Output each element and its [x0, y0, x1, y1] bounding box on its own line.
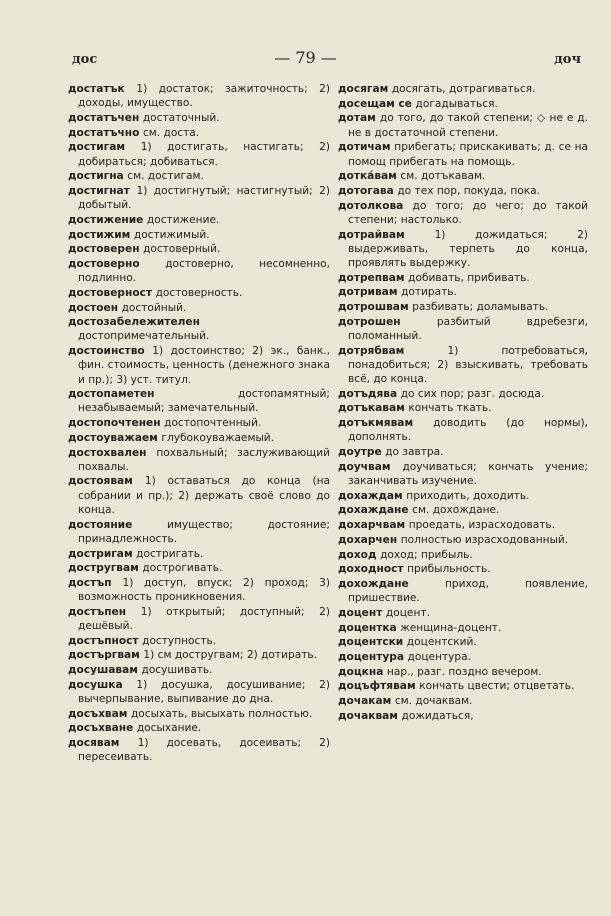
dictionary-entry: [68, 736, 330, 764]
headword: досявам: [68, 737, 120, 750]
dictionary-entry: [338, 621, 588, 635]
right-column: [338, 82, 588, 723]
headword: дотрябвам: [338, 344, 405, 357]
dictionary-entry: [68, 82, 330, 110]
dictionary-entry: [68, 518, 330, 546]
headword: достоверен: [68, 243, 140, 256]
headword: досушавам: [68, 664, 138, 677]
definition: 1) оставаться до конца (на собрании и пр.); 2) держать своё слово до конца.: [78, 475, 330, 516]
dictionary-entry: [68, 561, 330, 575]
header-right-guideword: доч: [554, 52, 581, 67]
dictionary-entry: [338, 97, 588, 111]
definition: дожидаться,: [401, 709, 474, 722]
definition: прибегать; прискакивать; д. се на помощ прибегать на помощь.: [348, 141, 588, 168]
definition: кончать цвести; отцветать.: [419, 680, 575, 693]
headword: достоявам: [68, 475, 133, 488]
definition: доводить (до нормы), дополнять.: [348, 417, 588, 444]
dictionary-entry: [68, 576, 330, 604]
headword: дотам: [338, 112, 376, 125]
definition: доцент.: [385, 606, 430, 619]
dictionary-entry: [68, 721, 330, 735]
dictionary-entry: [338, 709, 588, 723]
headword: достригам: [68, 547, 133, 560]
headword: доходност: [338, 563, 404, 576]
definition: разбитый вдребезги, поломанный.: [348, 315, 588, 342]
headword: достоен: [68, 301, 119, 314]
headword: достоуважаем: [68, 431, 158, 444]
headword: дотъдява: [338, 387, 398, 400]
definition: доцентский.: [406, 636, 477, 649]
definition: дотирать.: [401, 286, 457, 299]
headword: доцентка: [338, 621, 397, 634]
dictionary-entry: [68, 184, 330, 212]
headword: достоверност: [68, 286, 153, 299]
definition: глубокоуважаемый.: [161, 431, 275, 444]
definition: достоверный.: [143, 243, 221, 256]
dictionary-entry: [338, 533, 588, 547]
definition: достопримечательный.: [78, 330, 210, 343]
headword: досягам: [338, 83, 389, 95]
headword: дотичам: [338, 141, 391, 154]
dictionary-entry: [338, 387, 588, 401]
headword: достозабележителен: [68, 316, 200, 329]
page-number: — 79 —: [274, 48, 337, 67]
definition: добивать, прибивать.: [408, 271, 530, 284]
dictionary-entry: [68, 605, 330, 633]
headword: достигам: [68, 141, 126, 154]
definition: досягать, дотрагиваться.: [391, 83, 536, 95]
definition: 1) доступ, впуск; 2) проход; 3) возможность проникновения.: [78, 576, 330, 604]
dictionary-entry: [68, 213, 330, 227]
dictionary-entry: [68, 387, 330, 415]
headword: дохаждане: [338, 504, 409, 517]
headword: доутре: [338, 446, 382, 459]
dictionary-entry: [338, 460, 588, 488]
dictionary-entry: [338, 650, 588, 664]
dictionary-entry: [338, 694, 588, 708]
headword: достоверно: [68, 257, 140, 270]
definition: до того, до такой степени; ◇ не е д. не в достаточной степени.: [348, 112, 588, 139]
dictionary-entry: [338, 445, 588, 459]
dictionary-entry: [68, 111, 330, 125]
dictionary-entry: [338, 665, 588, 679]
dictionary-entry: [68, 634, 330, 648]
definition: 1) достоинство; 2) эк., банк., фин. стоимость, ценность (денежного знака и пр.); 3) уст. титул.: [78, 345, 330, 386]
page-header: [0, 46, 611, 76]
headword: достоинство: [68, 345, 145, 358]
definition: достойный.: [121, 301, 187, 314]
dictionary-entry: [68, 707, 330, 721]
headword: дотрепвам: [338, 271, 405, 284]
dictionary-entry: [68, 242, 330, 256]
definition: прибыльность.: [407, 563, 491, 576]
headword: достигнат: [68, 184, 130, 197]
dictionary-entry: [338, 635, 588, 649]
dictionary-entry: [68, 286, 330, 300]
headword: дотривам: [338, 286, 398, 299]
dictionary-entry: [68, 169, 330, 183]
dictionary-entry: [338, 401, 588, 415]
definition: досыхать, высыхать полностью.: [130, 707, 313, 720]
headword: достижение: [68, 213, 144, 226]
headword: досушка: [68, 678, 123, 691]
dictionary-entry: [338, 140, 588, 168]
definition: см. дотъкавам.: [400, 170, 486, 183]
definition: достаточный.: [142, 111, 220, 124]
dictionary-entry: [68, 547, 330, 561]
definition: доход; прибыль.: [380, 548, 473, 561]
headword: достатъчно: [68, 126, 140, 139]
headword: дотка́вам: [338, 170, 397, 183]
definition: разбивать; доламывать.: [412, 301, 549, 314]
dictionary-entry: [338, 184, 588, 198]
dictionary-entry: [338, 111, 588, 139]
definition: досушивать.: [141, 664, 213, 677]
dictionary-entry: [338, 679, 588, 693]
headword: дотолкова: [338, 199, 404, 212]
definition: нар., разг. поздно вечером.: [386, 665, 542, 678]
headword: достъп: [68, 576, 112, 589]
dictionary-entry: [338, 606, 588, 620]
dictionary-entry: [68, 474, 330, 517]
headword: дохарчвам: [338, 519, 406, 532]
headword: дотрошен: [338, 315, 401, 328]
headword: дотъкавам: [338, 402, 405, 415]
headword: доход: [338, 548, 377, 561]
definition: достоверность.: [155, 286, 243, 299]
headword: досещам се: [338, 97, 412, 110]
headword: достатък: [68, 83, 125, 95]
headword: достопочтенен: [68, 417, 161, 430]
definition: см. дочаквам.: [394, 695, 473, 708]
definition: достопамятный; незабываемый; замечательный.: [78, 388, 330, 415]
definition: см. достигам.: [127, 170, 204, 183]
dictionary-entry: [338, 300, 588, 314]
definition: приход, появление, пришествие.: [348, 577, 588, 605]
dictionary-entry: [68, 315, 330, 343]
headword: достъпност: [68, 634, 139, 647]
definition: достижение.: [146, 213, 220, 226]
definition: до завтра.: [385, 446, 444, 459]
headword: доцъфтявам: [338, 680, 416, 693]
definition: похвальный; заслуживающий похвалы.: [78, 446, 330, 473]
definition: достопочтенный.: [164, 417, 262, 430]
headword: доцентура: [338, 650, 404, 663]
headword: дотрайвам: [338, 228, 405, 241]
dictionary-entry: [68, 228, 330, 242]
dictionary-entry: [338, 518, 588, 532]
definition: кончать ткать.: [408, 402, 492, 415]
definition: 1) достаток; зажиточность; 2) доходы, имущество.: [78, 83, 330, 110]
definition: 1) достигнутый; настигнутый; 2) добытый.: [78, 184, 330, 212]
dictionary-entry: [68, 678, 330, 706]
definition: приходить, доходить.: [406, 489, 530, 502]
definition: до тех пор, покуда, пока.: [397, 184, 541, 197]
headword: достъпен: [68, 605, 127, 618]
headword: дотрошвам: [338, 301, 409, 314]
headword: дохаждам: [338, 489, 403, 502]
dictionary-entry: [68, 648, 330, 662]
definition: 1) см достругвам; 2) дотирать.: [143, 649, 317, 662]
dictionary-entry: [338, 503, 588, 517]
headword: доцкна: [338, 665, 384, 678]
definition: до сих пор; разг. досюда.: [400, 387, 545, 400]
definition: 1) дожидаться; 2) выдерживать, терпеть до конца, проявлять выдержку.: [348, 228, 588, 269]
dictionary-entry: [338, 577, 588, 605]
definition: см. доста.: [142, 126, 200, 139]
headword: дотогава: [338, 184, 394, 197]
headword: дочаквам: [338, 709, 398, 722]
headword: дочакам: [338, 695, 392, 708]
definition: 1) достигать, настигать; 2) добираться; добиваться.: [78, 141, 330, 168]
headword: достохвален: [68, 446, 147, 459]
header-left-guideword: дос: [72, 52, 98, 67]
dictionary-entry: [68, 126, 330, 140]
headword: досъхване: [68, 722, 134, 735]
dictionary-entry: [338, 416, 588, 444]
left-column: [68, 82, 330, 765]
headword: достъргвам: [68, 649, 140, 662]
dictionary-entry: [68, 344, 330, 387]
definition: проедать, израсходовать.: [408, 519, 555, 532]
definition: см. дохождане.: [412, 504, 500, 517]
headword: доцентски: [338, 636, 404, 649]
headword: достопаметен: [68, 388, 155, 401]
dictionary-entry: [338, 271, 588, 285]
dictionary-entry: [68, 301, 330, 315]
definition: доступность.: [142, 634, 217, 647]
dictionary-entry: [338, 169, 588, 183]
definition: доучиваться; кончать учение; заканчивать изучение.: [348, 460, 588, 487]
headword: доучвам: [338, 460, 391, 473]
headword: достижим: [68, 228, 131, 241]
dictionary-entry: [68, 663, 330, 677]
dictionary-entry: [338, 82, 588, 96]
definition: достригать.: [136, 547, 204, 560]
dictionary-entry: [68, 257, 330, 285]
dictionary-entry: [338, 315, 588, 343]
definition: женщина-доцент.: [400, 621, 502, 634]
headword: дохарчен: [338, 533, 398, 546]
definition: досыхание.: [136, 722, 202, 735]
dictionary-entry: [338, 344, 588, 387]
headword: досъхвам: [68, 707, 128, 720]
dictionary-entry: [338, 228, 588, 271]
definition: 1) досевать, досеивать; 2) пересеивать.: [78, 737, 330, 764]
dictionary-entry: [68, 416, 330, 430]
definition: 1) открытый; доступный; 2) дешёвый.: [78, 605, 330, 633]
dictionary-entry: [338, 548, 588, 562]
headword: достигна: [68, 170, 124, 183]
definition: 1) досушка, досушивание; 2) вычерпывание, выпивание до дна.: [78, 678, 330, 706]
definition: полностью израсходованный.: [400, 533, 569, 546]
dictionary-entry: [68, 140, 330, 168]
dictionary-entry: [338, 199, 588, 227]
headword: достояние: [68, 518, 133, 531]
definition: 1) потребоваться, понадобиться; 2) взыскивать, требовать всё, до конца.: [348, 344, 589, 386]
headword: достругвам: [68, 562, 139, 575]
definition: достижимый.: [133, 228, 210, 241]
definition: достоверно, несомненно, подлинно.: [78, 257, 330, 285]
definition: имущество; достояние; принадлежность.: [78, 518, 330, 545]
dictionary-entry: [338, 285, 588, 299]
definition: доцентура.: [407, 650, 472, 663]
headword: дохождане: [338, 577, 409, 590]
dictionary-entry: [68, 431, 330, 445]
dictionary-entry: [68, 446, 330, 474]
headword: достатъчен: [68, 111, 140, 124]
definition: догадываться.: [415, 97, 498, 110]
definition: до того; до чего; до такой степени; настолько.: [348, 199, 588, 226]
headword: дотъкмявам: [338, 417, 414, 430]
dictionary-entry: [338, 489, 588, 503]
headword: доцент: [338, 606, 383, 619]
definition: дострогивать.: [142, 562, 223, 575]
dictionary-entry: [338, 562, 588, 576]
